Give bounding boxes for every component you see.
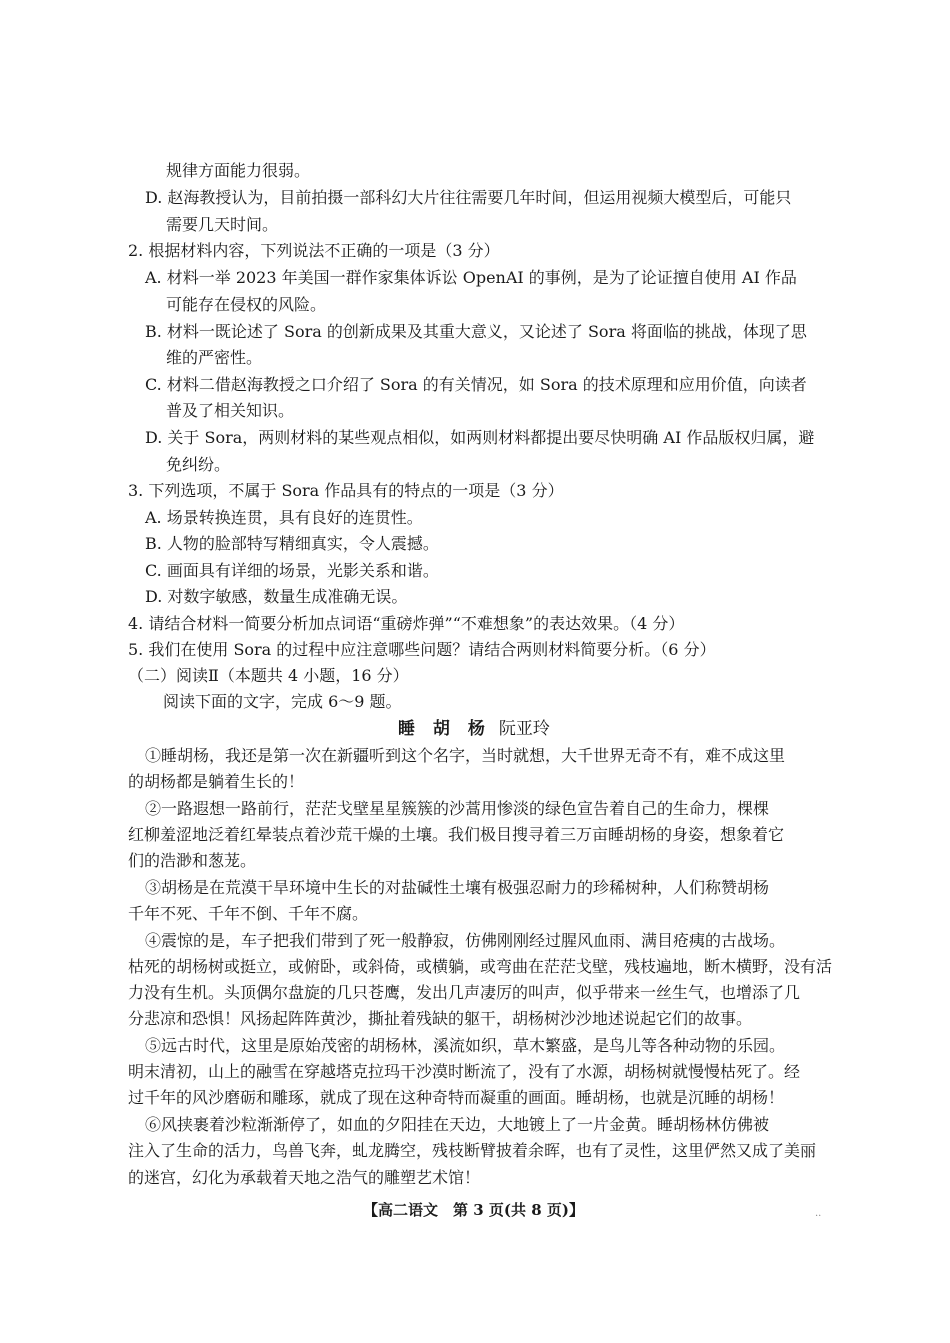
q3-option-c: C. 画面具有详细的场景，光影关系和谐。 [145, 561, 439, 580]
q1-option-c-continuation: 规律方面能力很弱。 [166, 161, 311, 180]
article-title-line [398, 716, 550, 742]
q2-stem: 2. 根据材料内容，下列说法不正确的一项是（3 分） [128, 241, 500, 260]
article-line: 注入了生命的活力，鸟兽飞奔，虬龙腾空，残枝断臂披着余晖，也有了灵性，这里俨然又成了美丽 [128, 1141, 817, 1160]
q4-stem: 4. 请结合材料一简要分析加点词语“重磅炸弹”“不难想象”的表达效果。（4 分） [128, 614, 685, 633]
q2-option-d: D. 关于 Sora，两则材料的某些观点相似，如两则材料都提出要尽快明确 AI 作品版权归属，避 [145, 428, 815, 447]
article-line: 力没有生机。头顶偶尔盘旋的几只苍鹰，发出几声凄厉的叫声，似乎带来一丝生气，也增添了几 [128, 983, 801, 1002]
article-line: 明末清初，山上的融雪在穿越塔克拉玛干沙漠时断流了，没有了水源，胡杨树就慢慢枯死了。经 [128, 1062, 801, 1081]
article-line: ③胡杨是在荒漠干旱环境中生长的对盐碱性土壤有极强忍耐力的珍稀树种，人们称赞胡杨 [145, 878, 770, 897]
article-line: ②一路遐想一路前行，茫茫戈壁星星簇簇的沙蒿用惨淡的绿色宣告着自己的生命力，棵棵 [145, 799, 770, 818]
q3-option-d: D. 对数字敏感，数量生成准确无误。 [145, 587, 408, 606]
q2-option-c: C. 材料二借赵海教授之口介绍了 Sora 的有关情况，如 Sora 的技术原理和应用价值，向读者 [145, 375, 807, 394]
q3-stem: 3. 下列选项，不属于 Sora 作品具有的特点的一项是（3 分） [128, 481, 564, 500]
article-line: 的胡杨都是躺着生长的！ [128, 772, 305, 791]
article-line: ⑤远古时代，这里是原始茂密的胡杨林，溪流如织，草木繁盛，是鸟儿等各种动物的乐园。 [145, 1036, 786, 1055]
article-line: 千年不死、千年不倒、千年不腐。 [128, 904, 369, 923]
section-instruction: 阅读下面的文字，完成 6～9 题。 [163, 692, 402, 711]
q2-option-b-continuation: 维的严密性。 [166, 348, 263, 367]
q1-option-d-continuation: 需要几天时间。 [166, 215, 279, 234]
section-header: （二）阅读Ⅱ（本题共 4 小题，16 分） [128, 666, 409, 685]
article-line: ④震惊的是，车子把我们带到了死一般静寂，仿佛刚刚经过腥风血雨、满目疮痍的古战场。 [145, 931, 786, 950]
article-line: 们的浩渺和葱茏。 [128, 851, 257, 870]
q2-option-d-continuation: 免纠纷。 [166, 455, 231, 474]
article-line: ①睡胡杨，我还是第一次在新疆听到这个名字，当时就想，大千世界无奇不有，难不成这里 [145, 746, 786, 765]
article-line: 分悲凉和恐惧！风扬起阵阵黄沙，撕扯着残缺的躯干，胡杨树沙沙地述说起它们的故事。 [128, 1009, 753, 1028]
article-line: 过千年的风沙磨砺和雕琢，就成了现在这种奇特而凝重的画面。睡胡杨，也就是沉睡的胡杨！ [128, 1088, 785, 1107]
q2-option-a: A. 材料一举 2023 年美国一群作家集体诉讼 OpenAI 的事例，是为了论证擅自使用 AI 作品 [145, 268, 797, 287]
q3-option-a: A. 场景转换连贯，具有良好的连贯性。 [145, 508, 423, 527]
article-line: 红柳羞涩地泛着红晕装点着沙荒干燥的土壤。我们极目搜寻着三万亩睡胡杨的身姿，想象着它 [128, 825, 785, 844]
q2-option-b: B. 材料一既论述了 Sora 的创新成果及其重大意义，又论述了 Sora 将面临的挑战，体现了思 [145, 322, 807, 341]
article-line: ⑥风挟裹着沙粒渐渐停了，如血的夕阳挂在天边，大地镀上了一片金黄。睡胡杨林仿佛被 [145, 1115, 770, 1134]
article-author: 阮亚玲 [498, 719, 550, 739]
scan-mark: .. [815, 1208, 822, 1219]
q2-option-a-continuation: 可能存在侵权的风险。 [166, 295, 327, 314]
q2-option-c-continuation: 普及了相关知识。 [166, 401, 295, 420]
q5-stem: 5. 我们在使用 Sora 的过程中应注意哪些问题？请结合两则材料简要分析。（6 分） [128, 640, 716, 659]
q1-option-d: D. 赵海教授认为，目前拍摄一部科幻大片往往需要几年时间，但运用视频大模型后，可能只 [145, 188, 792, 207]
article-line: 枯死的胡杨树或挺立，或俯卧，或斜倚，或横躺，或弯曲在茫茫戈壁，残枝遍地，断木横野，没有活 [128, 957, 833, 976]
article-title: 睡 胡 杨 [398, 719, 491, 739]
page-footer: 【高二语文 第 3 页(共 8 页)】 [363, 1201, 584, 1219]
q3-option-b: B. 人物的脸部特写精细真实，令人震撼。 [145, 534, 439, 553]
article-line: 的迷宫，幻化为承载着天地之浩气的雕塑艺术馆！ [128, 1168, 481, 1187]
